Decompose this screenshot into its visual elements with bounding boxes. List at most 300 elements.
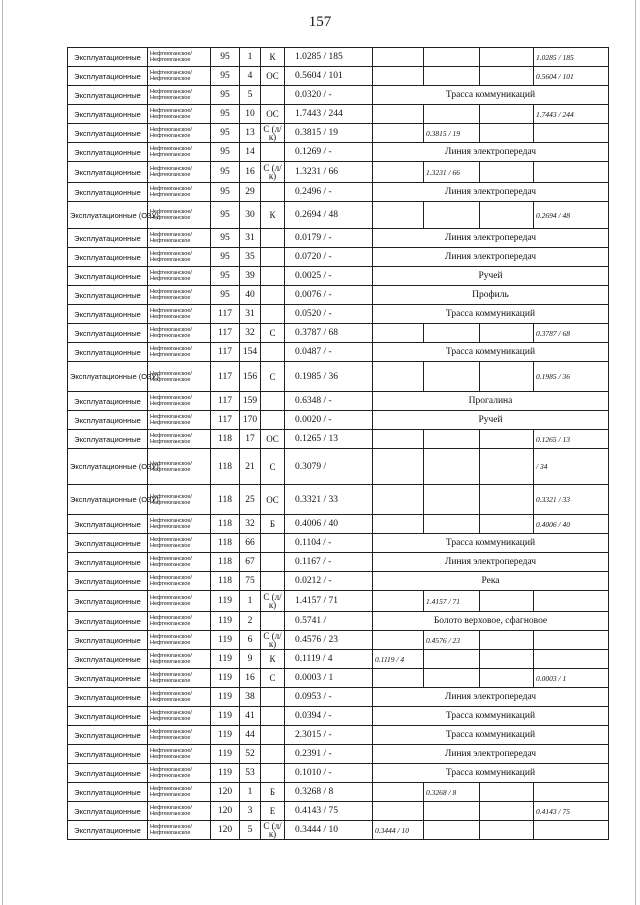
cell-land-description: Трасса коммуникаций <box>373 534 609 553</box>
cell-forestry: Нефтеюганское/ Нефтеюганское <box>148 572 211 591</box>
cell-category <box>261 143 285 162</box>
cell-area-volume: 0.3787 / 68 <box>285 324 373 343</box>
table-row <box>68 67 609 86</box>
cell-volume-b <box>424 48 480 67</box>
cell-land-type: Эксплуатационные <box>68 343 148 362</box>
cell-category <box>261 688 285 707</box>
cell-volume-d: 0.3787 / 68 <box>534 324 609 343</box>
cell-quarter: 119 <box>211 726 240 745</box>
cell-volume-d: 1.0285 / 185 <box>534 48 609 67</box>
cell-volume-c <box>480 783 534 802</box>
cell-quarter: 95 <box>211 267 240 286</box>
cell-volume-d <box>534 650 609 669</box>
cell-volume-c <box>480 485 534 515</box>
cell-volume-b: 1.4157 / 71 <box>424 591 480 612</box>
cell-allotment: 154 <box>240 343 261 362</box>
cell-forestry: Нефтеюганское/ Нефтеюганское <box>148 650 211 669</box>
forest-plots-table <box>67 47 609 840</box>
cell-land-description: Ручей <box>373 267 609 286</box>
cell-quarter: 118 <box>211 449 240 485</box>
cell-quarter: 119 <box>211 591 240 612</box>
cell-forestry: Нефтеюганское/ Нефтеюганское <box>148 449 211 485</box>
cell-land-description: Линия электропередач <box>373 143 609 162</box>
cell-volume-d: 0.5604 / 101 <box>534 67 609 86</box>
cell-category: С (л/к) <box>261 631 285 650</box>
table-row <box>68 48 609 67</box>
cell-volume-d: 0.4006 / 40 <box>534 515 609 534</box>
cell-volume-b <box>424 202 480 229</box>
cell-volume-a <box>373 48 424 67</box>
cell-quarter: 118 <box>211 430 240 449</box>
cell-quarter: 118 <box>211 515 240 534</box>
table-row <box>68 324 609 343</box>
cell-forestry: Нефтеюганское/ Нефтеюганское <box>148 802 211 821</box>
cell-area-volume: 1.7443 / 244 <box>285 105 373 124</box>
cell-allotment: 21 <box>240 449 261 485</box>
cell-land-description: Болото верховое, сфагновое <box>373 612 609 631</box>
cell-area-volume: 0.0394 / - <box>285 707 373 726</box>
cell-quarter: 95 <box>211 248 240 267</box>
cell-allotment: 13 <box>240 124 261 143</box>
cell-volume-a <box>373 802 424 821</box>
table-row <box>68 726 609 745</box>
cell-land-type: Эксплуатационные <box>68 305 148 324</box>
cell-category <box>261 745 285 764</box>
cell-volume-a <box>373 105 424 124</box>
cell-category: К <box>261 48 285 67</box>
table-row <box>68 553 609 572</box>
cell-allotment: 4 <box>240 67 261 86</box>
cell-area-volume: 1.4157 / 71 <box>285 591 373 612</box>
cell-volume-c <box>480 202 534 229</box>
cell-category <box>261 534 285 553</box>
table-row <box>68 411 609 430</box>
cell-category <box>261 392 285 411</box>
cell-allotment: 38 <box>240 688 261 707</box>
cell-land-type: Эксплуатационные <box>68 515 148 534</box>
table-row <box>68 783 609 802</box>
cell-forestry: Нефтеюганское/ Нефтеюганское <box>148 105 211 124</box>
table-row <box>68 305 609 324</box>
cell-quarter: 118 <box>211 534 240 553</box>
cell-category <box>261 267 285 286</box>
cell-land-type: Эксплуатационные <box>68 229 148 248</box>
cell-quarter: 95 <box>211 286 240 305</box>
cell-land-type: Эксплуатационные <box>68 183 148 202</box>
cell-category <box>261 411 285 430</box>
cell-area-volume: 0.1265 / 13 <box>285 430 373 449</box>
cell-land-type: Эксплуатационные <box>68 143 148 162</box>
cell-allotment: 5 <box>240 821 261 840</box>
cell-forestry: Нефтеюганское/ Нефтеюганское <box>148 553 211 572</box>
cell-land-type: Эксплуатационные (ОЗУ) <box>68 202 148 229</box>
cell-allotment: 159 <box>240 392 261 411</box>
cell-land-type: Эксплуатационные <box>68 105 148 124</box>
table-row <box>68 105 609 124</box>
cell-area-volume: 0.1119 / 4 <box>285 650 373 669</box>
cell-volume-a: 0.1119 / 4 <box>373 650 424 669</box>
cell-forestry: Нефтеюганское/ Нефтеюганское <box>148 86 211 105</box>
cell-allotment: 5 <box>240 86 261 105</box>
cell-volume-b: 0.3815 / 19 <box>424 124 480 143</box>
cell-volume-d: 0.4143 / 75 <box>534 802 609 821</box>
cell-volume-d: 1.7443 / 244 <box>534 105 609 124</box>
cell-volume-a <box>373 591 424 612</box>
cell-land-type: Эксплуатационные <box>68 248 148 267</box>
cell-area-volume: 0.0179 / - <box>285 229 373 248</box>
cell-volume-a <box>373 631 424 650</box>
cell-allotment: 67 <box>240 553 261 572</box>
cell-volume-c <box>480 105 534 124</box>
cell-allotment: 3 <box>240 802 261 821</box>
cell-land-type: Эксплуатационные <box>68 726 148 745</box>
cell-quarter: 120 <box>211 821 240 840</box>
cell-volume-c <box>480 821 534 840</box>
cell-forestry: Нефтеюганское/ Нефтеюганское <box>148 411 211 430</box>
cell-land-description: Трасса коммуникаций <box>373 86 609 105</box>
cell-allotment: 41 <box>240 707 261 726</box>
cell-allotment: 1 <box>240 591 261 612</box>
table-row <box>68 430 609 449</box>
cell-allotment: 14 <box>240 143 261 162</box>
cell-forestry: Нефтеюганское/ Нефтеюганское <box>148 392 211 411</box>
cell-quarter: 119 <box>211 707 240 726</box>
cell-area-volume: 0.3815 / 19 <box>285 124 373 143</box>
cell-volume-c <box>480 449 534 485</box>
cell-allotment: 39 <box>240 267 261 286</box>
cell-area-volume: 0.5604 / 101 <box>285 67 373 86</box>
cell-area-volume: 0.0520 / - <box>285 305 373 324</box>
cell-forestry: Нефтеюганское/ Нефтеюганское <box>148 362 211 392</box>
cell-volume-a <box>373 449 424 485</box>
cell-quarter: 95 <box>211 124 240 143</box>
cell-volume-b: 0.3268 / 8 <box>424 783 480 802</box>
cell-land-type: Эксплуатационные <box>68 392 148 411</box>
cell-land-type: Эксплуатационные (ОЗУ) <box>68 485 148 515</box>
cell-land-type: Эксплуатационные <box>68 286 148 305</box>
cell-volume-b <box>424 430 480 449</box>
cell-land-description: Линия электропередач <box>373 248 609 267</box>
cell-category: К <box>261 650 285 669</box>
cell-allotment: 31 <box>240 229 261 248</box>
cell-area-volume: 0.0212 / - <box>285 572 373 591</box>
cell-area-volume: 0.3321 / 33 <box>285 485 373 515</box>
cell-land-description: Профиль <box>373 286 609 305</box>
cell-volume-c <box>480 515 534 534</box>
cell-forestry: Нефтеюганское/ Нефтеюганское <box>148 821 211 840</box>
cell-forestry: Нефтеюганское/ Нефтеюганское <box>148 707 211 726</box>
cell-category: Е <box>261 802 285 821</box>
cell-volume-c <box>480 591 534 612</box>
cell-allotment: 1 <box>240 783 261 802</box>
table-row <box>68 143 609 162</box>
cell-allotment: 52 <box>240 745 261 764</box>
cell-volume-a <box>373 67 424 86</box>
table-row <box>68 572 609 591</box>
cell-volume-c <box>480 650 534 669</box>
cell-category: С <box>261 362 285 392</box>
cell-category: ОС <box>261 485 285 515</box>
cell-allotment: 6 <box>240 631 261 650</box>
cell-quarter: 95 <box>211 202 240 229</box>
cell-land-description: Трасса коммуникаций <box>373 305 609 324</box>
cell-volume-a <box>373 202 424 229</box>
table-row <box>68 86 609 105</box>
cell-volume-b <box>424 669 480 688</box>
cell-quarter: 117 <box>211 305 240 324</box>
cell-volume-b <box>424 485 480 515</box>
cell-land-type: Эксплуатационные <box>68 688 148 707</box>
table-row <box>68 286 609 305</box>
cell-land-type: Эксплуатационные <box>68 162 148 183</box>
cell-quarter: 119 <box>211 764 240 783</box>
cell-category <box>261 343 285 362</box>
cell-category <box>261 248 285 267</box>
table-row <box>68 631 609 650</box>
cell-quarter: 120 <box>211 802 240 821</box>
cell-category: С <box>261 449 285 485</box>
cell-volume-d: / 34 <box>534 449 609 485</box>
table-row <box>68 267 609 286</box>
cell-forestry: Нефтеюганское/ Нефтеюганское <box>148 515 211 534</box>
cell-volume-a <box>373 124 424 143</box>
scan-edge-left <box>2 0 3 905</box>
cell-forestry: Нефтеюганское/ Нефтеюганское <box>148 124 211 143</box>
table-row <box>68 821 609 840</box>
cell-area-volume: 0.2694 / 48 <box>285 202 373 229</box>
cell-forestry: Нефтеюганское/ Нефтеюганское <box>148 688 211 707</box>
cell-volume-c <box>480 631 534 650</box>
table-row <box>68 707 609 726</box>
table-row <box>68 362 609 392</box>
cell-area-volume: 0.0076 / - <box>285 286 373 305</box>
cell-forestry: Нефтеюганское/ Нефтеюганское <box>148 764 211 783</box>
table-row <box>68 515 609 534</box>
cell-forestry: Нефтеюганское/ Нефтеюганское <box>148 48 211 67</box>
cell-land-description: Река <box>373 572 609 591</box>
cell-land-description: Линия электропередач <box>373 229 609 248</box>
cell-land-type: Эксплуатационные <box>68 411 148 430</box>
cell-quarter: 95 <box>211 48 240 67</box>
cell-volume-d <box>534 124 609 143</box>
cell-volume-b <box>424 67 480 86</box>
cell-area-volume: 0.4576 / 23 <box>285 631 373 650</box>
cell-allotment: 53 <box>240 764 261 783</box>
cell-quarter: 119 <box>211 688 240 707</box>
cell-category: Б <box>261 783 285 802</box>
cell-allotment: 66 <box>240 534 261 553</box>
cell-land-type: Эксплуатационные <box>68 591 148 612</box>
cell-category <box>261 612 285 631</box>
cell-volume-b <box>424 802 480 821</box>
cell-area-volume: 1.0285 / 185 <box>285 48 373 67</box>
cell-forestry: Нефтеюганское/ Нефтеюганское <box>148 286 211 305</box>
cell-land-type: Эксплуатационные <box>68 650 148 669</box>
cell-volume-c <box>480 48 534 67</box>
cell-land-type: Эксплуатационные <box>68 124 148 143</box>
cell-forestry: Нефтеюганское/ Нефтеюганское <box>148 202 211 229</box>
cell-forestry: Нефтеюганское/ Нефтеюганское <box>148 612 211 631</box>
table-row <box>68 183 609 202</box>
cell-land-type: Эксплуатационные <box>68 67 148 86</box>
cell-allotment: 1 <box>240 48 261 67</box>
cell-land-description: Трасса коммуникаций <box>373 726 609 745</box>
cell-land-type: Эксплуатационные <box>68 669 148 688</box>
cell-category <box>261 86 285 105</box>
table-body <box>68 48 609 840</box>
cell-volume-c <box>480 430 534 449</box>
cell-quarter: 119 <box>211 612 240 631</box>
cell-volume-b: 0.4576 / 23 <box>424 631 480 650</box>
table-row <box>68 485 609 515</box>
cell-area-volume: 0.3444 / 10 <box>285 821 373 840</box>
cell-volume-c <box>480 162 534 183</box>
cell-quarter: 95 <box>211 86 240 105</box>
cell-quarter: 95 <box>211 67 240 86</box>
cell-quarter: 119 <box>211 650 240 669</box>
cell-volume-d <box>534 821 609 840</box>
cell-quarter: 95 <box>211 143 240 162</box>
cell-forestry: Нефтеюганское/ Нефтеюганское <box>148 485 211 515</box>
cell-quarter: 119 <box>211 669 240 688</box>
cell-quarter: 95 <box>211 229 240 248</box>
cell-forestry: Нефтеюганское/ Нефтеюганское <box>148 534 211 553</box>
cell-area-volume: 0.5741 / <box>285 612 373 631</box>
cell-allotment: 16 <box>240 669 261 688</box>
cell-category <box>261 726 285 745</box>
cell-area-volume: 0.2496 / - <box>285 183 373 202</box>
cell-volume-a <box>373 485 424 515</box>
cell-land-description: Трасса коммуникаций <box>373 764 609 783</box>
cell-allotment: 44 <box>240 726 261 745</box>
cell-category <box>261 183 285 202</box>
cell-quarter: 120 <box>211 783 240 802</box>
cell-category: Б <box>261 515 285 534</box>
table-row <box>68 802 609 821</box>
cell-area-volume: 1.3231 / 66 <box>285 162 373 183</box>
table-row <box>68 449 609 485</box>
table-row <box>68 612 609 631</box>
cell-area-volume: 0.1985 / 36 <box>285 362 373 392</box>
cell-land-description: Прогалина <box>373 392 609 411</box>
cell-land-type: Эксплуатационные <box>68 534 148 553</box>
cell-area-volume: 0.2391 / - <box>285 745 373 764</box>
cell-land-type: Эксплуатационные <box>68 764 148 783</box>
cell-land-type: Эксплуатационные (ОЗУ) <box>68 449 148 485</box>
table-row <box>68 534 609 553</box>
cell-land-type: Эксплуатационные (ОЗУ) <box>68 362 148 392</box>
cell-volume-b <box>424 650 480 669</box>
table-row <box>68 248 609 267</box>
cell-forestry: Нефтеюганское/ Нефтеюганское <box>148 267 211 286</box>
cell-quarter: 119 <box>211 631 240 650</box>
cell-area-volume: 0.4006 / 40 <box>285 515 373 534</box>
table-row <box>68 202 609 229</box>
cell-area-volume: 0.0487 / - <box>285 343 373 362</box>
table-row <box>68 764 609 783</box>
cell-volume-c <box>480 67 534 86</box>
cell-category <box>261 305 285 324</box>
cell-allotment: 30 <box>240 202 261 229</box>
cell-allotment: 32 <box>240 515 261 534</box>
cell-volume-b <box>424 362 480 392</box>
cell-quarter: 118 <box>211 485 240 515</box>
cell-area-volume: 2.3015 / - <box>285 726 373 745</box>
cell-allotment: 170 <box>240 411 261 430</box>
cell-forestry: Нефтеюганское/ Нефтеюганское <box>148 726 211 745</box>
table-row <box>68 688 609 707</box>
cell-category: К <box>261 202 285 229</box>
cell-volume-b <box>424 515 480 534</box>
cell-volume-d: 0.1265 / 13 <box>534 430 609 449</box>
cell-volume-d <box>534 591 609 612</box>
cell-forestry: Нефтеюганское/ Нефтеюганское <box>148 162 211 183</box>
scan-edge-right <box>635 0 636 905</box>
cell-volume-a <box>373 515 424 534</box>
cell-allotment: 32 <box>240 324 261 343</box>
cell-forestry: Нефтеюганское/ Нефтеюганское <box>148 229 211 248</box>
cell-forestry: Нефтеюганское/ Нефтеюганское <box>148 631 211 650</box>
cell-area-volume: 0.0320 / - <box>285 86 373 105</box>
cell-forestry: Нефтеюганское/ Нефтеюганское <box>148 343 211 362</box>
cell-allotment: 29 <box>240 183 261 202</box>
cell-area-volume: 0.6348 / - <box>285 392 373 411</box>
cell-volume-d: 0.2694 / 48 <box>534 202 609 229</box>
cell-area-volume: 0.3079 / <box>285 449 373 485</box>
cell-quarter: 95 <box>211 105 240 124</box>
table-row <box>68 745 609 764</box>
cell-category: С (л/к) <box>261 821 285 840</box>
cell-quarter: 95 <box>211 162 240 183</box>
cell-allotment: 16 <box>240 162 261 183</box>
cell-category: С <box>261 669 285 688</box>
table-row <box>68 669 609 688</box>
cell-category: ОС <box>261 105 285 124</box>
cell-land-description: Трасса коммуникаций <box>373 707 609 726</box>
cell-forestry: Нефтеюганское/ Нефтеюганское <box>148 430 211 449</box>
cell-allotment: 2 <box>240 612 261 631</box>
cell-allotment: 75 <box>240 572 261 591</box>
cell-volume-d <box>534 162 609 183</box>
cell-land-type: Эксплуатационные <box>68 553 148 572</box>
cell-volume-d <box>534 783 609 802</box>
cell-land-type: Эксплуатационные <box>68 267 148 286</box>
cell-volume-c <box>480 362 534 392</box>
cell-volume-a <box>373 430 424 449</box>
cell-volume-c <box>480 324 534 343</box>
cell-land-type: Эксплуатационные <box>68 631 148 650</box>
cell-quarter: 119 <box>211 745 240 764</box>
cell-volume-d: 0.0003 / 1 <box>534 669 609 688</box>
cell-forestry: Нефтеюганское/ Нефтеюганское <box>148 305 211 324</box>
cell-area-volume: 0.0025 / - <box>285 267 373 286</box>
cell-category <box>261 553 285 572</box>
cell-category <box>261 229 285 248</box>
cell-volume-b <box>424 105 480 124</box>
cell-forestry: Нефтеюганское/ Нефтеюганское <box>148 591 211 612</box>
cell-quarter: 118 <box>211 572 240 591</box>
cell-land-type: Эксплуатационные <box>68 707 148 726</box>
cell-land-type: Эксплуатационные <box>68 783 148 802</box>
cell-area-volume: 0.0003 / 1 <box>285 669 373 688</box>
cell-land-description: Линия электропередач <box>373 183 609 202</box>
cell-land-type: Эксплуатационные <box>68 86 148 105</box>
cell-allotment: 17 <box>240 430 261 449</box>
cell-land-description: Линия электропередач <box>373 745 609 764</box>
table-row <box>68 229 609 248</box>
cell-forestry: Нефтеюганское/ Нефтеюганское <box>148 67 211 86</box>
cell-volume-c <box>480 669 534 688</box>
